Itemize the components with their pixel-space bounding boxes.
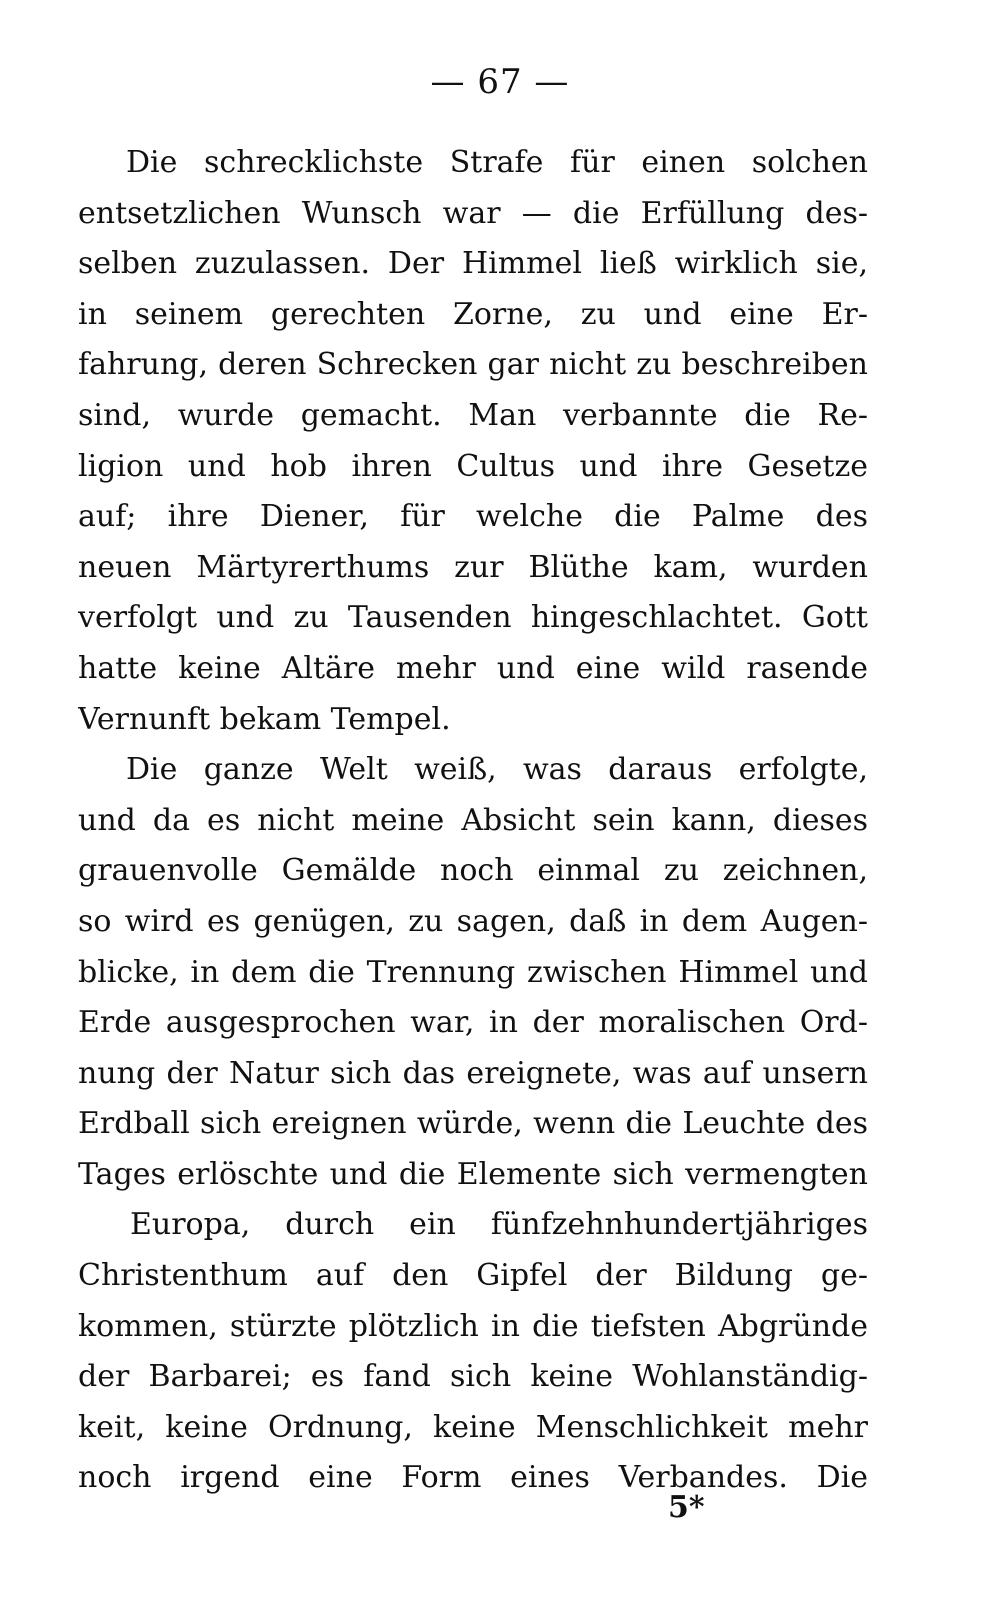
text-line: Tages erlöschte und die Elemente sich vermengten bbox=[78, 1156, 868, 1192]
text-line: so wird es genügen, zu sagen, daß in dem Augen- bbox=[78, 903, 868, 939]
text-line: Die schrecklichste Strafe für einen solchen bbox=[126, 145, 868, 180]
text-line: neuen Märtyrerthums zur Blüthe kam, wurden bbox=[78, 549, 868, 585]
text-line: Europa, durch ein fünfzehnhundertjähriges bbox=[130, 1207, 868, 1243]
text-line: fahrung, deren Schrecken gar nicht zu beschreiben bbox=[78, 347, 868, 383]
text-line: hatte keine Altäre mehr und eine wild rasende bbox=[78, 650, 868, 686]
text-line: selben zuzulassen. Der Himmel ließ wirklich sie, bbox=[78, 246, 868, 282]
text-line: Die ganze Welt weiß, was daraus erfolgte, bbox=[126, 752, 868, 788]
text-line: Erde ausgesprochen war, in der moralischen Ord- bbox=[78, 1005, 868, 1041]
text-line: noch irgend eine Form eines Verbandes. Die bbox=[78, 1460, 868, 1496]
text-line: der Barbarei; es fand sich keine Wohlanständig- bbox=[78, 1359, 868, 1395]
text-line: entsetzlichen Wunsch war — die Erfüllung des- bbox=[78, 195, 868, 231]
text-line: auf; ihre Diener, für welche die Palme des bbox=[78, 499, 868, 535]
text-line: sind, wurde gemacht. Man verbannte die Re- bbox=[78, 397, 868, 433]
text-line: blicke, in dem die Trennung zwischen Himmel und bbox=[78, 954, 868, 990]
text-line: grauenvolle Gemälde noch einmal zu zeichnen, bbox=[78, 853, 868, 889]
text-line: keit, keine Ordnung, keine Menschlichkeit mehr bbox=[78, 1409, 868, 1445]
text-line: nung der Natur sich das ereignete, was auf unsern bbox=[78, 1055, 868, 1091]
text-line: kommen, stürzte plötzlich in die tiefsten Abgründe bbox=[78, 1308, 868, 1344]
signature-mark: 5* bbox=[668, 1490, 705, 1525]
text-line: ligion und hob ihren Cultus und ihre Gesetze bbox=[78, 448, 868, 484]
page-number: — 67 — bbox=[430, 62, 570, 102]
text-line: Vernunft bekam Tempel. bbox=[78, 701, 451, 737]
text-line: in seinem gerechten Zorne, zu und eine Er- bbox=[78, 296, 868, 332]
text-line: verfolgt und zu Tausenden hingeschlachtet. Gott bbox=[78, 600, 868, 636]
text-line: Erdball sich ereignen würde, wenn die Leuchte des bbox=[78, 1106, 868, 1142]
text-line: Christenthum auf den Gipfel der Bildung ge- bbox=[78, 1258, 868, 1294]
body-text bbox=[78, 138, 868, 1504]
text-line: und da es nicht meine Absicht sein kann, dieses bbox=[78, 802, 868, 838]
